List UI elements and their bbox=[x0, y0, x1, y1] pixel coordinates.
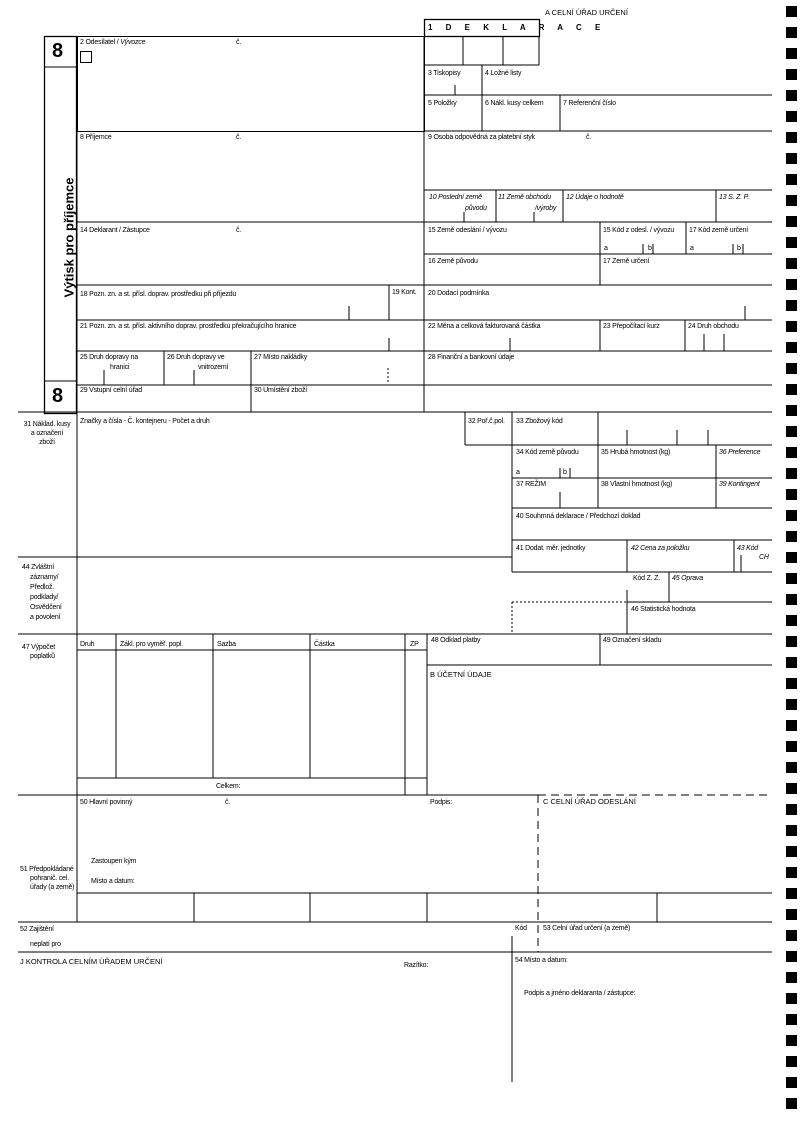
copy-number-top: 8 bbox=[52, 40, 63, 62]
registration-mark bbox=[786, 153, 797, 164]
field-22-label: 22 Měna a celková fakturovaná částka bbox=[428, 323, 541, 330]
razitko-label: Razítko: bbox=[404, 962, 429, 969]
field-13-label: 13 S. Z. P. bbox=[719, 194, 749, 201]
registration-mark bbox=[786, 888, 797, 899]
registration-mark bbox=[786, 321, 797, 332]
registration-mark bbox=[786, 930, 797, 941]
field-25-label-a: 25 Druh dopravy na bbox=[80, 354, 138, 361]
field-40-label: 40 Souhrnná deklarace / Předchozí doklad bbox=[516, 513, 641, 520]
field-44-label-b: záznamy/ bbox=[30, 574, 59, 581]
field-14-label: 14 Deklarant / Zástupce bbox=[80, 227, 150, 234]
registration-mark bbox=[786, 216, 797, 227]
field-24-label: 24 Druh obchodu bbox=[688, 323, 739, 330]
field-34-b: b bbox=[563, 469, 567, 476]
registration-mark bbox=[786, 972, 797, 983]
registration-mark bbox=[786, 741, 797, 752]
field-44-label-c: Předlož. bbox=[30, 584, 55, 591]
field-2-checkbox[interactable] bbox=[80, 51, 92, 63]
registration-mark bbox=[786, 1077, 797, 1088]
field-17a-b: b bbox=[737, 245, 741, 252]
field-46-label: 46 Statistická hodnota bbox=[631, 606, 696, 613]
field-31-label-b: a označení bbox=[30, 430, 64, 437]
field-36-label: 36 Preference bbox=[719, 449, 761, 456]
field-42-label: 42 Cena za položku bbox=[631, 545, 690, 552]
registration-mark bbox=[786, 342, 797, 353]
registration-mark bbox=[786, 804, 797, 815]
registration-mark bbox=[786, 27, 797, 38]
field-11-label-b: /výroby bbox=[535, 205, 557, 212]
field-17a-label: 17 Kód země určení bbox=[689, 227, 749, 234]
registration-mark bbox=[786, 993, 797, 1004]
registration-mark bbox=[786, 279, 797, 290]
registration-mark bbox=[786, 615, 797, 626]
registration-mark bbox=[786, 363, 797, 374]
registration-mark bbox=[786, 258, 797, 269]
field-16-label: 16 Země původu bbox=[428, 258, 478, 265]
registration-mark bbox=[786, 951, 797, 962]
field-52-label-b: neplatí pro bbox=[30, 941, 61, 948]
field-7-label: 7 Referenční číslo bbox=[563, 100, 616, 107]
field-50-c: č. bbox=[225, 799, 231, 806]
podpis-label: Podpis: bbox=[430, 799, 452, 806]
registration-mark bbox=[786, 573, 797, 584]
registration-mark bbox=[786, 195, 797, 206]
field-38-label: 38 Vlastní hmotnost (kg) bbox=[601, 481, 673, 488]
field-2-c: č. bbox=[236, 39, 242, 46]
field-52-label-a: 52 Zajištění bbox=[20, 926, 54, 933]
field-4-label: 4 Ložné listy bbox=[485, 70, 522, 77]
field-18-label: 18 Pozn. zn. a st. přísl. doprav. prostředku při příjezdu bbox=[80, 291, 237, 298]
deklarace-label: 1 D E K L A R A C E bbox=[428, 23, 606, 32]
registration-mark bbox=[786, 69, 797, 80]
podpis-jmeno-label: Podpis a jméno deklaranta / zástupce: bbox=[524, 990, 636, 997]
a-celni-urad-label: A CELNÍ ÚŘAD URČENÍ bbox=[545, 8, 628, 17]
registration-mark bbox=[786, 1035, 797, 1046]
field-41-label: 41 Dodat. měr. jednotky bbox=[516, 545, 586, 552]
col-zp: ZP bbox=[410, 641, 419, 648]
registration-mark bbox=[786, 447, 797, 458]
field-48-label: 48 Odklad platby bbox=[431, 637, 481, 644]
registration-mark bbox=[786, 1056, 797, 1067]
registration-mark bbox=[786, 384, 797, 395]
col-sazba: Sazba bbox=[217, 641, 236, 648]
registration-mark bbox=[786, 132, 797, 143]
field-34-label: 34 Kód země původu bbox=[516, 449, 579, 456]
field-21-label: 21 Pozn. zn. a st. přísl. aktivního doprav. prostředku překračujícího hranice bbox=[80, 323, 297, 330]
registration-mark bbox=[786, 846, 797, 857]
field-44-label-d: podklady/ bbox=[30, 594, 59, 601]
field-12-label: 12 Údaje o hodnotě bbox=[566, 194, 624, 201]
registration-mark bbox=[786, 636, 797, 647]
field-47-label-a: 47 Výpočet bbox=[22, 644, 56, 651]
col-zakl: Zákl. pro vyměř. popl. bbox=[120, 641, 183, 648]
registration-mark bbox=[786, 174, 797, 185]
registration-mark bbox=[786, 6, 797, 17]
field-6-label: 6 Nákl. kusy celkem bbox=[485, 100, 544, 107]
field-39-label: 39 Kontingent bbox=[719, 481, 760, 488]
field-17a-a: a bbox=[690, 245, 694, 252]
vertical-copy-label: Výtisk pro příjemce bbox=[61, 177, 77, 298]
registration-mark bbox=[786, 468, 797, 479]
field-8-label: 8 Příjemce bbox=[80, 134, 112, 141]
field-2-label: 2 Odesílatel / Vývozce bbox=[80, 39, 146, 46]
field-47-label-b: poplatků bbox=[30, 653, 55, 660]
registration-mark bbox=[786, 867, 797, 878]
field-32-label: 32 Poř.č.pol. bbox=[468, 418, 505, 425]
field-10-label-a: 10 Poslední země bbox=[429, 194, 482, 201]
registration-mark bbox=[786, 531, 797, 542]
field-44-label-a: 44 Zvláštní bbox=[22, 564, 55, 571]
field-11-label-a: 11 Země obchodu bbox=[498, 194, 551, 201]
field-49-label: 49 Označení skladu bbox=[603, 637, 662, 644]
col-druh: Druh bbox=[80, 641, 95, 648]
field-15a-b: b bbox=[648, 245, 652, 252]
field-51-label-a: 51 Předpokládané bbox=[20, 866, 74, 873]
field-9-c: č. bbox=[586, 134, 592, 141]
registration-mark bbox=[786, 300, 797, 311]
field-15-label: 15 Země odeslání / vývozu bbox=[428, 227, 507, 234]
registration-mark bbox=[786, 699, 797, 710]
field-53-label: 53 Celní úřad určení (a země) bbox=[543, 925, 631, 932]
field-25-label-b: hranici bbox=[110, 364, 130, 371]
zastoupen-label: Zastoupen kým bbox=[91, 858, 137, 865]
celkem-label: Celkem: bbox=[216, 783, 241, 790]
c-celni-odeslani-label: C CELNÍ ÚŘAD ODESLÁNÍ bbox=[543, 797, 636, 806]
field-5-label: 5 Položky bbox=[428, 100, 457, 107]
field-29-label: 29 Vstupní celní úřad bbox=[80, 387, 142, 394]
field-33-label: 33 Zbožový kód bbox=[516, 418, 563, 425]
registration-mark bbox=[786, 111, 797, 122]
registration-mark bbox=[786, 657, 797, 668]
field-50-label: 50 Hlavní povinný bbox=[80, 799, 133, 806]
col-castka: Částka bbox=[314, 641, 335, 648]
field-8-c: č. bbox=[236, 134, 242, 141]
field-43-label-b: CH bbox=[759, 554, 769, 561]
registration-mark bbox=[786, 510, 797, 521]
misto-datum-label: Místo a datum: bbox=[91, 878, 135, 885]
registration-mark bbox=[786, 1098, 797, 1109]
registration-mark bbox=[786, 909, 797, 920]
field-44-label-f: a povolení bbox=[30, 614, 61, 621]
registration-mark bbox=[786, 762, 797, 773]
registration-mark bbox=[786, 426, 797, 437]
field-9-label: 9 Osoba odpovědná za platební styk bbox=[428, 134, 535, 141]
goods-description-label: Značky a čísla - Č. kontejneru - Počet a druh bbox=[80, 418, 210, 425]
registration-mark bbox=[786, 678, 797, 689]
kod-label: Kód bbox=[515, 925, 527, 932]
field-27-label: 27 Místo nakládky bbox=[254, 354, 308, 361]
field-17-label: 17 Země určení bbox=[603, 258, 650, 265]
field-15a-a: a bbox=[604, 245, 608, 252]
registration-mark bbox=[786, 720, 797, 731]
field-34-a: a bbox=[516, 469, 520, 476]
field-20-label: 20 Dodací podmínka bbox=[428, 290, 489, 297]
field-28-label: 28 Finanční a bankovní údaje bbox=[428, 354, 515, 361]
registration-mark bbox=[786, 405, 797, 416]
field-23-label: 23 Přepočítací kurz bbox=[603, 323, 660, 330]
field-19-label: 19 Kont. bbox=[392, 289, 417, 296]
registration-mark bbox=[786, 594, 797, 605]
j-kontrola-label: J KONTROLA CELNÍM ÚŘADEM URČENÍ bbox=[20, 957, 163, 966]
field-31-label-c: zboží bbox=[39, 439, 55, 446]
field-43-label-a: 43 Kód bbox=[737, 545, 758, 552]
field-44-label-e: Osvědčení bbox=[30, 604, 62, 611]
b-ucetni-label: B ÚČETNÍ ÚDAJE bbox=[430, 670, 492, 679]
field-3-label: 3 Tiskopisy bbox=[428, 70, 461, 77]
field-26-label-b: vnitrozemí bbox=[198, 364, 229, 371]
registration-mark bbox=[786, 783, 797, 794]
field-51-label-c: úřady (a země) bbox=[30, 884, 75, 891]
field-37-label: 37 REŽIM bbox=[516, 481, 546, 488]
field-45-label: 45 Oprava bbox=[672, 575, 703, 582]
registration-mark bbox=[786, 825, 797, 836]
copy-number-bottom: 8 bbox=[52, 385, 63, 407]
registration-mark bbox=[786, 489, 797, 500]
registration-mark bbox=[786, 48, 797, 59]
field-26-label-a: 26 Druh dopravy ve bbox=[167, 354, 225, 361]
field-35-label: 35 Hrubá hmotnost (kg) bbox=[601, 449, 671, 456]
registration-mark bbox=[786, 1014, 797, 1025]
field-10-label-b: původu bbox=[465, 205, 487, 212]
registration-mark bbox=[786, 237, 797, 248]
field-51-label-b: pohranič. cel. bbox=[30, 875, 69, 882]
field-15a-label: 15 Kód z odesl. / vývozu bbox=[603, 227, 675, 234]
field-30-label: 30 Umístění zboží bbox=[254, 387, 308, 394]
kod-zz-label: Kód Z. Z. bbox=[633, 575, 660, 582]
registration-mark bbox=[786, 552, 797, 563]
field-31-label-a: 31 Náklad. kusy bbox=[23, 421, 71, 428]
field-54-label: 54 Místo a datum: bbox=[515, 957, 568, 964]
field-14-c: č. bbox=[236, 227, 242, 234]
registration-mark bbox=[786, 90, 797, 101]
